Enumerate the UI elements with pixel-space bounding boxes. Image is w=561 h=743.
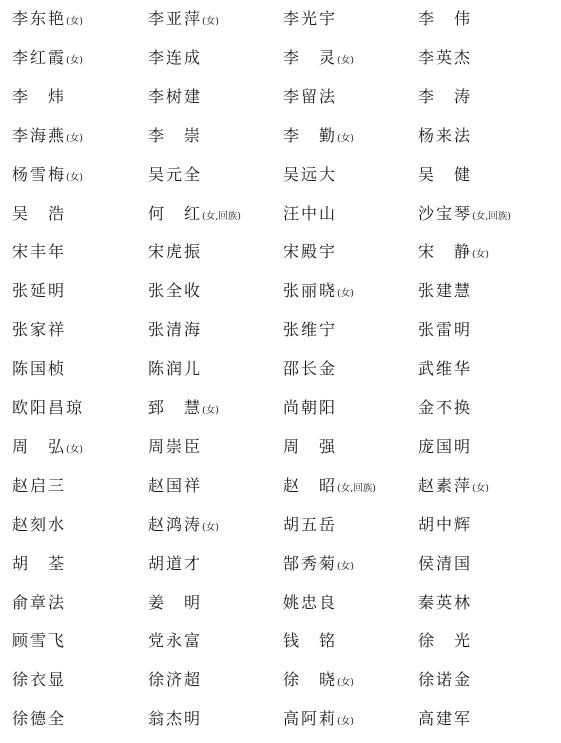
name-row — [0, 661, 561, 699]
name-entry — [12, 0, 83, 38]
person-note: (女) — [202, 521, 219, 533]
person-name: 吴远大 — [283, 164, 338, 184]
person-name: 胡五岳 — [283, 514, 338, 534]
name-entry — [148, 78, 202, 116]
name-row — [0, 78, 561, 116]
person-name: 李 炜 — [12, 86, 67, 106]
person-name: 徐诺金 — [418, 670, 473, 690]
person-note: (女,回族) — [337, 482, 376, 494]
person-name: 李 崇 — [148, 125, 203, 145]
person-name: 姜 明 — [148, 592, 203, 612]
name-entry — [418, 0, 472, 38]
person-note: (女) — [202, 16, 219, 27]
person-name: 周 强 — [283, 436, 338, 456]
person-name: 周 弘 — [12, 436, 67, 456]
person-name: 侯清国 — [418, 553, 473, 573]
name-entry — [12, 545, 66, 583]
person-name: 徐衣显 — [12, 670, 67, 690]
name-entry — [12, 428, 83, 466]
person-note: (女) — [337, 54, 354, 66]
name-entry — [12, 622, 66, 660]
name-entry — [148, 467, 202, 505]
name-entry — [148, 700, 202, 738]
name-entry — [12, 350, 66, 388]
person-note: (女) — [202, 405, 219, 416]
person-note: (女) — [66, 132, 83, 144]
person-name: 宋 静 — [418, 242, 473, 262]
person-name: 李海燕 — [12, 125, 67, 145]
person-name: 吴 浩 — [12, 203, 67, 223]
person-name: 张丽晓 — [283, 281, 338, 301]
name-entry — [283, 428, 337, 466]
name-entry — [148, 506, 219, 544]
name-entry — [283, 0, 337, 38]
name-row — [0, 0, 561, 38]
person-name: 李连成 — [148, 47, 203, 67]
name-row — [0, 350, 561, 388]
name-entry — [418, 156, 472, 194]
person-note: (女) — [472, 482, 489, 494]
name-entry — [418, 545, 472, 583]
name-row — [0, 117, 561, 155]
person-name: 宋丰年 — [12, 242, 67, 262]
name-entry — [12, 272, 66, 310]
name-entry — [283, 506, 337, 544]
name-entry — [148, 389, 219, 427]
person-note: (女) — [66, 443, 83, 455]
name-entry — [283, 272, 354, 310]
person-name: 胡道才 — [148, 553, 203, 573]
person-name: 徐济超 — [148, 670, 203, 690]
name-row — [0, 584, 561, 622]
name-entry — [418, 272, 472, 310]
person-name: 赵素萍 — [418, 475, 473, 495]
person-name: 张雷明 — [418, 320, 473, 340]
person-name: 高建军 — [418, 709, 473, 729]
name-entry — [148, 350, 202, 388]
person-name: 沙宝琴 — [418, 203, 473, 223]
person-note: (女) — [66, 171, 83, 183]
name-entry — [12, 156, 83, 194]
name-entry — [12, 117, 83, 155]
person-name: 徐 晓 — [283, 670, 338, 690]
name-entry — [283, 661, 354, 699]
name-entry — [418, 195, 511, 233]
name-entry — [12, 584, 66, 622]
person-name: 欧阳昌琼 — [12, 398, 85, 417]
person-name: 宋殿宇 — [283, 242, 338, 262]
name-entry — [283, 584, 337, 622]
name-row — [0, 233, 561, 271]
name-entry — [418, 584, 472, 622]
name-entry — [148, 584, 202, 622]
person-name: 庞国明 — [418, 436, 473, 456]
person-name: 汪中山 — [283, 203, 338, 223]
person-name: 赵国祥 — [148, 475, 203, 495]
name-row — [0, 272, 561, 310]
name-entry — [418, 389, 472, 427]
person-note: (女) — [337, 288, 354, 300]
name-entry — [12, 233, 66, 271]
person-note: (女) — [337, 132, 354, 144]
person-name: 赵 昭 — [283, 475, 338, 495]
name-entry — [148, 622, 202, 660]
name-entry — [148, 0, 219, 38]
name-entry — [418, 661, 472, 699]
person-name: 陈国桢 — [12, 359, 67, 379]
person-name: 陈润儿 — [148, 359, 203, 379]
name-entry — [283, 545, 354, 583]
name-entry — [418, 350, 472, 388]
person-name: 高阿莉 — [283, 709, 338, 729]
name-row — [0, 389, 561, 427]
name-entry — [148, 195, 241, 233]
name-entry — [283, 78, 337, 116]
name-entry — [418, 78, 472, 116]
person-name: 张全收 — [148, 281, 203, 301]
name-entry — [12, 39, 83, 77]
name-entry — [283, 39, 354, 77]
person-name: 吴元全 — [148, 164, 203, 184]
name-entry — [418, 233, 489, 271]
person-name: 李 伟 — [418, 9, 473, 28]
person-name: 李树建 — [148, 86, 203, 106]
name-row — [0, 622, 561, 660]
person-note: (女,回族) — [202, 210, 241, 222]
person-note: (女) — [337, 716, 354, 728]
person-name: 赵启三 — [12, 475, 67, 495]
person-note: (女) — [66, 16, 83, 27]
person-name: 秦英林 — [418, 592, 473, 612]
name-entry — [283, 311, 337, 349]
person-name: 党永富 — [148, 631, 203, 651]
name-row — [0, 700, 561, 738]
person-name: 杨来法 — [418, 125, 473, 145]
person-note: (女) — [66, 54, 83, 66]
name-entry — [12, 195, 66, 233]
name-entry — [418, 622, 472, 660]
person-name: 顾雪飞 — [12, 631, 67, 651]
name-row — [0, 195, 561, 233]
name-entry — [148, 428, 202, 466]
person-name: 吴 健 — [418, 164, 473, 184]
name-entry — [12, 700, 66, 738]
person-name: 李亚萍 — [148, 9, 203, 28]
name-entry — [283, 350, 337, 388]
name-entry — [283, 700, 354, 738]
name-entry — [12, 78, 66, 116]
person-name: 姚忠良 — [283, 592, 338, 612]
person-name: 俞章法 — [12, 592, 67, 612]
person-name: 李东艳 — [12, 9, 67, 28]
name-entry — [418, 117, 472, 155]
name-entry — [283, 156, 337, 194]
person-name: 张延明 — [12, 281, 67, 301]
name-entry — [12, 389, 84, 427]
name-entry — [12, 467, 66, 505]
name-entry — [148, 311, 202, 349]
name-entry — [283, 117, 354, 155]
person-name: 张家祥 — [12, 320, 67, 340]
person-name: 钱 铭 — [283, 631, 338, 651]
person-note: (女) — [472, 249, 489, 261]
person-name: 李 勤 — [283, 125, 338, 145]
name-entry — [148, 272, 202, 310]
person-name: 郜秀菊 — [283, 553, 338, 573]
person-name: 邵长金 — [283, 359, 338, 379]
person-name: 张建慧 — [418, 281, 473, 301]
name-entry — [148, 233, 202, 271]
person-name: 李 灵 — [283, 47, 338, 67]
name-entry — [148, 39, 202, 77]
name-entry — [418, 467, 489, 505]
name-entry — [148, 545, 202, 583]
name-entry — [12, 311, 66, 349]
name-entry — [283, 233, 337, 271]
person-name: 徐德全 — [12, 709, 67, 729]
person-name: 张清海 — [148, 320, 203, 340]
name-row — [0, 428, 561, 466]
name-entry — [148, 661, 202, 699]
name-row — [0, 506, 561, 544]
name-entry — [148, 117, 202, 155]
person-note: (女) — [337, 560, 354, 572]
person-name: 徐 光 — [418, 631, 473, 651]
person-name: 翁杰明 — [148, 709, 203, 729]
person-name: 周崇臣 — [148, 436, 203, 456]
name-row — [0, 39, 561, 77]
name-entry — [418, 428, 472, 466]
name-entry — [418, 700, 472, 738]
person-name: 宋虎振 — [148, 242, 203, 262]
name-entry — [283, 622, 337, 660]
name-row — [0, 156, 561, 194]
person-name: 武维华 — [418, 359, 473, 379]
name-entry — [418, 311, 472, 349]
person-name: 赵刻水 — [12, 514, 67, 534]
person-name: 李 涛 — [418, 86, 473, 106]
person-name: 胡中辉 — [418, 514, 473, 534]
name-row — [0, 467, 561, 505]
name-entry — [283, 467, 376, 505]
person-name: 郅 慧 — [148, 398, 203, 417]
person-name: 杨雪梅 — [12, 164, 67, 184]
person-name: 李英杰 — [418, 47, 473, 67]
name-entry — [12, 661, 66, 699]
person-name: 胡 荃 — [12, 553, 67, 573]
name-entry — [12, 506, 66, 544]
person-name: 尚朝阳 — [283, 398, 338, 417]
person-note: (女) — [337, 677, 354, 689]
name-entry — [418, 39, 472, 77]
person-name: 赵鸿涛 — [148, 514, 203, 534]
name-entry — [283, 389, 337, 427]
person-name: 李光宇 — [283, 9, 338, 28]
name-entry — [418, 506, 472, 544]
name-entry — [148, 156, 202, 194]
person-note: (女,回族) — [472, 210, 511, 222]
person-name: 李留法 — [283, 86, 338, 106]
name-entry — [283, 195, 337, 233]
person-name: 何 红 — [148, 203, 203, 223]
name-row — [0, 311, 561, 349]
person-name: 金不换 — [418, 398, 473, 417]
person-name: 李红霞 — [12, 47, 67, 67]
name-row — [0, 545, 561, 583]
person-name: 张维宁 — [283, 320, 338, 340]
